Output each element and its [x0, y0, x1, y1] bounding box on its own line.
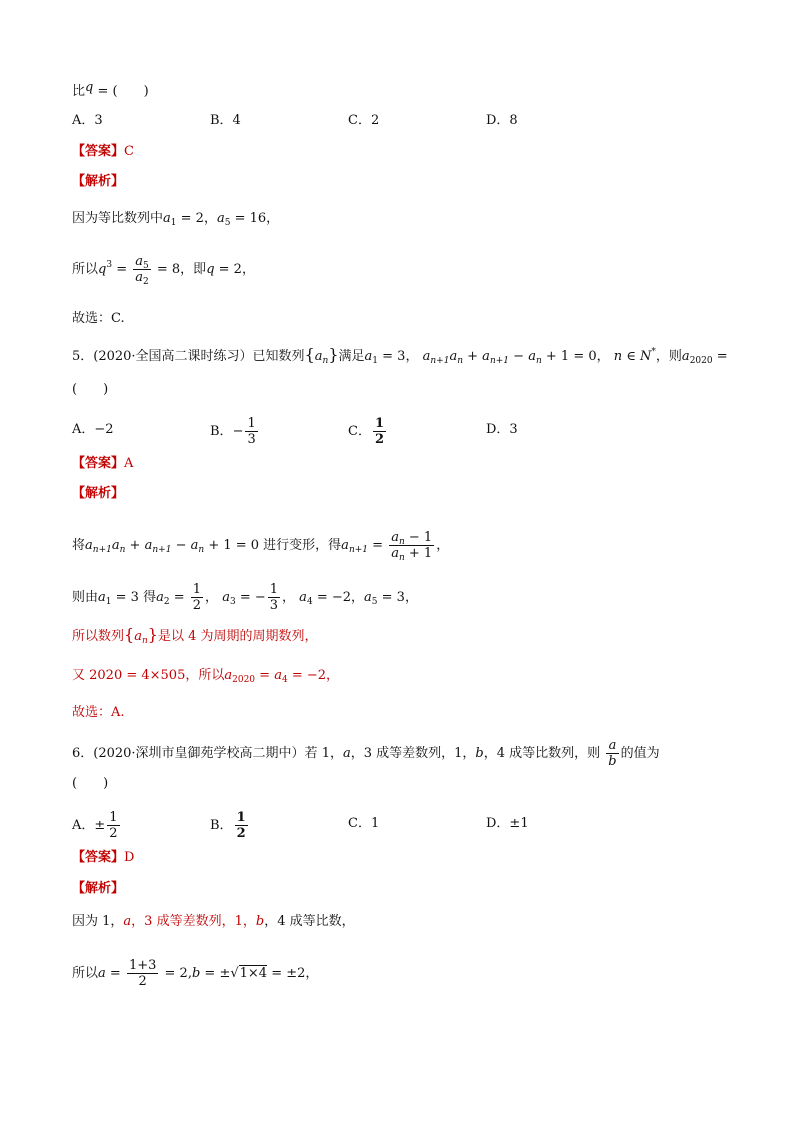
q6-analysis-tag: 【解析】 [72, 881, 125, 896]
q6-paren: ( ) [72, 776, 109, 791]
q5-option-a: A．−2 [72, 422, 114, 437]
q5-option-c: C． $\frac{1}{2}$ [348, 416, 384, 447]
q6-option-a: A．± $\frac{1}{2}$ [72, 810, 118, 841]
q5-option-d: D．3 [486, 422, 518, 437]
q4-choice: 故选：C. [72, 311, 125, 326]
q6-answer: 【答案】D [72, 850, 135, 865]
q4-option-b: B．4 [210, 113, 241, 128]
q4-analysis-tag: 【解析】 [72, 174, 125, 189]
q6-stem: 6．(2020·深圳市皇御苑学校高二期中）若 1，a，3 成等差数列，1，b，4 成等比数列，则 $\frac{a}{b}$ 的值为 [72, 738, 660, 769]
q5-solution-line-3: 所以数列$\{a_n\}$是以 4 为周期的周期数列， [72, 625, 318, 646]
q6-solution-line-1: 因为 1，a，3 成等差数列，1，b，4 成等比数， [72, 914, 355, 929]
q4-options [72, 111, 732, 131]
q5-solution-line-1: 将$a_{n+1}a_n + a_{n+1} - a_n + 1 = 0$ 进行变形，得$a_{n+1}$ = $\frac{a_n - 1}{a_n + 1}$ ， [72, 530, 450, 563]
q5-choice: 故选：A. [72, 705, 125, 720]
q6-options [72, 810, 732, 840]
q6-option-d: D．±1 [486, 816, 529, 831]
q4-solution-line-1: 因为等比数列中$a_1 = 2$，$a_5 = 16$， [72, 211, 280, 228]
q4-stem-tail: 比q = ( ) [72, 80, 149, 99]
q5-answer: 【答案】A [72, 456, 134, 471]
q6-option-c: C．1 [348, 816, 380, 831]
q5-options [72, 416, 732, 446]
q5-solution-line-4: 又 2020 = 4×505，所以$a_{2020} = a_4 = -2$， [72, 668, 340, 685]
q4-option-a: A．3 [72, 113, 103, 128]
q4-option-d: D．8 [486, 113, 518, 128]
q6-option-b: B． $\frac{1}{2}$ [210, 810, 246, 841]
q5-analysis-tag: 【解析】 [72, 486, 125, 501]
q4-solution-line-2: 所以$q^3$ = $\frac{a_5}{a_2}$ = 8，即q = 2， [72, 254, 255, 287]
q4-option-c: C．2 [348, 113, 380, 128]
q5-stem: 5．(2020·全国高二课时练习）已知数列$\{a_n\}$满足$a_1 = 3$， $a_{n+1}a_n + a_{n+1} - a_n + 1 = 0$， n ∈ N*，则$a_{2020}$ = [72, 345, 728, 366]
q5-paren: ( ) [72, 382, 109, 397]
q5-solution-line-2: 则由$a_1 = 3$ 得$a_2$ = $\frac{1}{2}$ ， $a_3$ = − $\frac{1}{3}$ ， $a_4 = -2$，$a_5 = 3$， [72, 582, 418, 613]
q6-solution-line-2: 所以a = $\frac{1+3}{2}$ = 2,b = ±√1×4 = ±2， [72, 958, 319, 989]
q5-option-b: B．− $\frac{1}{3}$ [210, 416, 256, 447]
q4-answer: 【答案】C [72, 144, 134, 159]
